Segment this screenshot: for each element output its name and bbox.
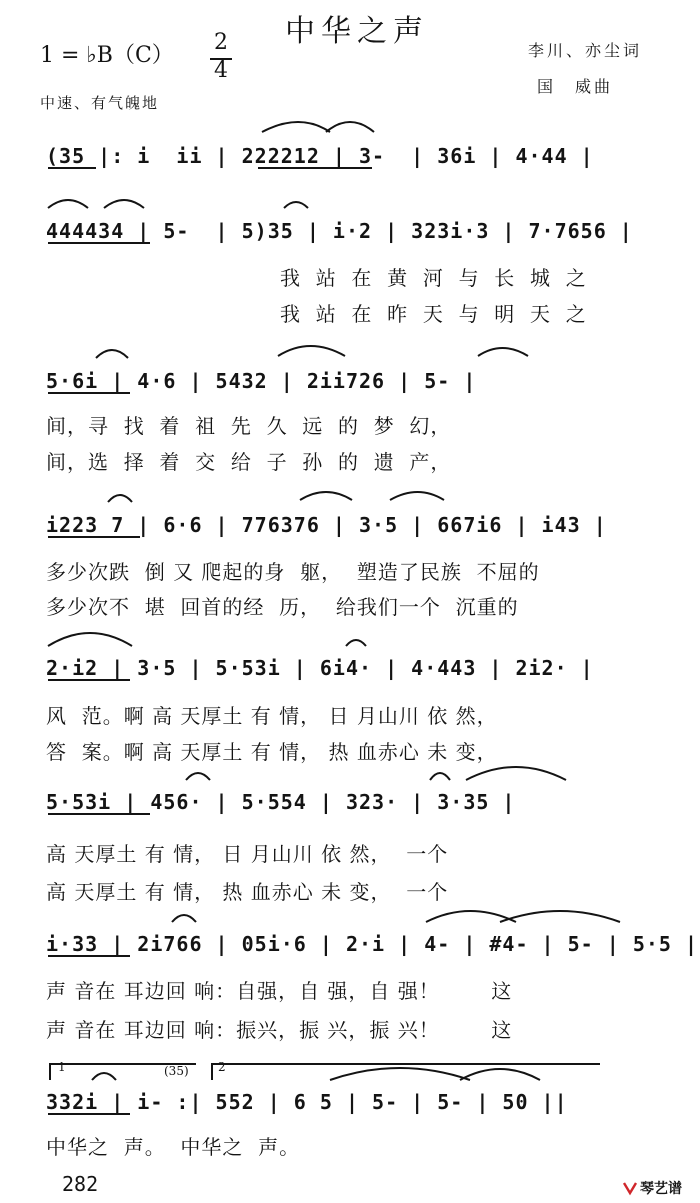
score-system-1: (35 |: i ii | 222212 | 3- | 36i | 4·44 | [46, 144, 594, 168]
lyricist-credit: 李川、亦尘词 [528, 41, 643, 60]
first-ending-number: 1 [58, 1060, 66, 1074]
slur [326, 122, 374, 132]
score-system-8: 332i | i- :| 552 | 6 5 | 5- | 5- | 50 || [46, 1090, 568, 1114]
slur [48, 633, 132, 646]
lyric-verse1-line5: 风 范。啊 高 天厚土 有 情， 日 月山川 依 然， [46, 704, 498, 728]
watermark-icon [622, 1180, 638, 1196]
score-system-4: i223 7 | 6·6 | 776376 | 3·5 | 667i6 | i43 | [46, 513, 607, 537]
slur [262, 122, 330, 132]
slur [478, 348, 528, 356]
slur [104, 200, 144, 208]
score-system-5: 2·i2 | 3·5 | 5·53i | 6i4· | 4·443 | 2i2· | [46, 656, 594, 680]
lyric-verse2-line3: 间，选 择 着 交 给 子 孙 的 遗 产， [46, 450, 452, 474]
lyric-verse1-line6: 高 天厚土 有 情， 日 月山川 依 然， 一个 [46, 842, 449, 866]
score-system-3: 5·6i | 4·6 | 5432 | 2ii726 | 5- | [46, 369, 477, 393]
grace-notes: (35) [164, 1064, 189, 1078]
song-title: 中华之声 [285, 14, 429, 49]
time-signature-top: 2 [214, 30, 228, 55]
watermark-text: 琴艺谱 [640, 1181, 682, 1197]
slur [426, 911, 516, 922]
score-system-2: 444434 | 5- | 5)35 | i·2 | 323i·3 | 7·7656 | [46, 219, 633, 243]
slur [430, 773, 450, 780]
slur [460, 1069, 540, 1080]
slur [500, 911, 620, 922]
slur [92, 1073, 116, 1080]
lyric-verse2-line4: 多少次不 堪 回首的经 历， 给我们一个 沉重的 [46, 595, 519, 619]
lyric-verse2-line6: 高 天厚土 有 情， 热 血赤心 未 变， 一个 [46, 880, 449, 904]
slur [278, 346, 345, 356]
slur [172, 915, 196, 922]
lyric-verse1-line7: 声 音在 耳边回 响：自强，自 强，自 强！ 这 [46, 979, 513, 1003]
slur [186, 773, 210, 780]
time-signature-bottom: 4 [214, 58, 228, 83]
second-ending-number: 2 [218, 1060, 226, 1074]
lyric-final-line: 中华之 声。 中华之 声。 [46, 1135, 301, 1159]
slur [466, 767, 566, 780]
page-number: 282 [62, 1172, 99, 1196]
lyric-verse2-line5: 答 案。啊 高 天厚土 有 情， 热 血赤心 未 变， [46, 740, 498, 764]
watermark-logo [622, 1178, 682, 1198]
slur [330, 1068, 470, 1080]
slur [108, 495, 132, 502]
lyric-verse2-line2: 我 站 在 昨 天 与 明 天 之 [280, 302, 587, 326]
score-system-7: i·33 | 2i766 | 05i·6 | 2·i | 4- | #4- | 5- | 5·5 | [46, 932, 699, 956]
score-system-6: 5·53i | 456· | 5·554 | 323· | 3·35 | [46, 790, 516, 814]
lyric-verse1-line3: 间，寻 找 着 祖 先 久 远 的 梦 幻， [46, 414, 452, 438]
key-signature: 1 = ♭B（C） [40, 43, 174, 68]
lyric-verse1-line4: 多少次跌 倒 又 爬起的身 躯， 塑造了民族 不屈的 [46, 560, 540, 584]
tempo-marking: 中速、有气魄地 [40, 94, 160, 112]
slur [96, 350, 128, 358]
lyric-verse1-line2: 我 站 在 黄 河 与 长 城 之 [280, 266, 587, 290]
slur [284, 202, 308, 208]
slur [390, 492, 444, 500]
volta-bracket-2 [212, 1064, 600, 1080]
slur [300, 492, 352, 500]
slur [48, 200, 88, 208]
slur [346, 640, 366, 646]
composer-credit: 国 威曲 [537, 77, 614, 96]
lyric-verse2-line7: 声 音在 耳边回 响：振兴，振 兴，振 兴！ 这 [46, 1018, 513, 1042]
